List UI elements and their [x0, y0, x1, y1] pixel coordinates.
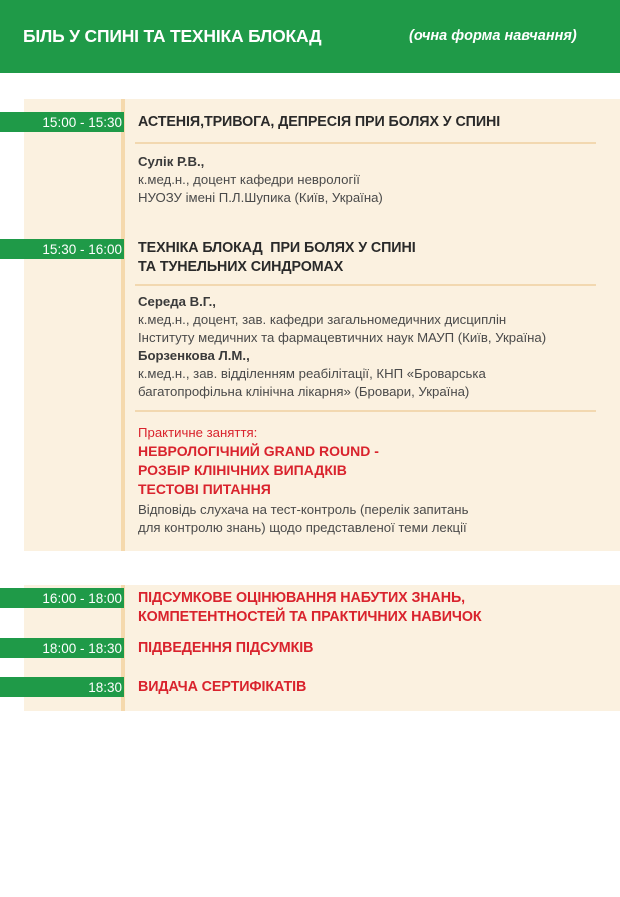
- speaker-position: к.мед.н., доцент кафедри неврології: [138, 172, 360, 187]
- final-item-line: КОМПЕТЕНТНОСТЕЙ ТА ПРАКТИЧНИХ НАВИЧОК: [138, 609, 482, 625]
- time-label: 15:30 - 16:00: [42, 241, 122, 257]
- time-label: 18:00 - 18:30: [42, 640, 122, 656]
- speaker-position: к.мед.н., зав. відділенням реабілітації, КНП «Броварська: [138, 366, 486, 381]
- speaker-name: Борзенкова Л.М.,: [138, 348, 250, 363]
- final-item-line: ПІДСУМКОВЕ ОЦІНЮВАННЯ НАБУТИХ ЗНАНЬ,: [138, 590, 466, 606]
- practical-title: ТЕСТОВІ ПИТАННЯ: [138, 481, 271, 497]
- divider: [135, 284, 596, 286]
- time-label: 16:00 - 18:00: [42, 590, 122, 606]
- speaker-affiliation: НУОЗУ імені П.Л.Шупика (Київ, Україна): [138, 190, 383, 205]
- final-item: ПІДВЕДЕННЯ ПІДСУМКІВ: [138, 640, 314, 656]
- speaker-affiliation: багатопрофільна клінічна лікарня» (Бровари, Україна): [138, 384, 470, 399]
- practical-session: [138, 424, 468, 537]
- practical-label: Практичне заняття:: [138, 425, 258, 440]
- time-badge: [0, 239, 124, 259]
- time-badge: [0, 588, 124, 608]
- timeline-divider: [121, 99, 125, 551]
- speaker-name: Середа В.Г.,: [138, 294, 216, 309]
- practical-note: для контролю знань) щодо представленої теми лекції: [138, 520, 467, 535]
- time-badge: [0, 677, 124, 697]
- page-title: БІЛЬ У СПИНІ ТА ТЕХНІКА БЛОКАД: [23, 26, 322, 46]
- speaker-name: Сулік Р.В.,: [138, 154, 205, 169]
- topic-line: ТЕХНІКА БЛОКАД ПРИ БОЛЯХ У СПИНІ: [138, 240, 416, 256]
- divider: [135, 142, 596, 144]
- speaker: [138, 293, 546, 401]
- time-badge: [0, 638, 124, 658]
- speaker: [138, 153, 383, 207]
- page-subtitle: (очна форма навчання): [409, 28, 577, 44]
- practical-title: НЕВРОЛОГІЧНИЙ GRAND ROUND -: [138, 443, 379, 459]
- speaker-position: к.мед.н., доцент, зав. кафедри загальномедичних дисциплін: [138, 312, 507, 327]
- topic-line: ТА ТУНЕЛЬНИХ СИНДРОМАХ: [138, 259, 344, 275]
- time-label: 18:30: [88, 679, 122, 695]
- practical-title: РОЗБІР КЛІНІЧНИХ ВИПАДКІВ: [138, 462, 347, 478]
- divider: [135, 410, 596, 412]
- session-topic: [138, 239, 416, 277]
- speaker-affiliation: Інституту медичних та фармацевтичних наук МАУП (Київ, Україна): [138, 330, 547, 345]
- time-badge: [0, 112, 124, 132]
- time-label: 15:00 - 15:30: [42, 114, 122, 130]
- practical-note: Відповідь слухача на тест-контроль (перелік запитань: [138, 502, 469, 517]
- session-topic: АСТЕНІЯ,ТРИВОГА, ДЕПРЕСІЯ ПРИ БОЛЯХ У СПИНІ: [138, 114, 501, 130]
- page-header: [0, 0, 620, 73]
- final-item: [138, 589, 482, 627]
- final-item: ВИДАЧА СЕРТИФІКАТІВ: [138, 679, 307, 695]
